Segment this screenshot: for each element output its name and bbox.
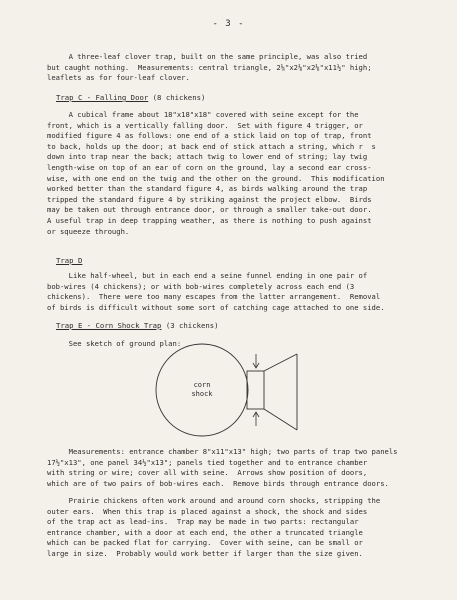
corn-shock-label-line: shock xyxy=(191,390,213,398)
text-line: of birds is difficult without some sort of catching cage attached to one side. xyxy=(47,302,385,312)
text-line: front, which is a vertically falling door. Set with figure 4 trigger, or xyxy=(47,120,363,130)
text-line: to back, holds up the door; at back end of stick attach a string, which r s xyxy=(47,141,376,151)
text-line: A three-leaf clover trap, built on the same principle, was also tried xyxy=(47,52,368,61)
text-line: with string or wire; cover all with seine. Arrows show position of doors, xyxy=(47,468,368,478)
text-line: chickens). There were too many escapes from the latter arrangement. Removal xyxy=(47,292,381,302)
text-line: Prairie chickens often work around and around corn shocks, stripping the xyxy=(47,496,381,505)
trap-c-heading-count: (8 chickens) xyxy=(148,93,206,102)
text-line: or squeeze through. xyxy=(47,226,130,236)
text-line: which can be packed flat for carrying. Cover with seine, can be small or xyxy=(47,538,363,548)
trap-wing-upper xyxy=(264,354,297,371)
text-line: tripped the standard figure 4 by striking against the project elbow. Birds xyxy=(47,194,372,204)
door-arrow-upper xyxy=(253,354,259,368)
trap-e-heading-title: Trap E - Corn Shock Trap xyxy=(56,321,162,330)
text-line: A cubical frame about 18"x18"x18" covered with seine except for the xyxy=(47,110,359,119)
corn-shock-label xyxy=(180,381,224,399)
text-line: Like half-wheel, but in each end a seine funnel ending in one pair of xyxy=(47,271,368,280)
door-arrow-lower xyxy=(253,412,259,426)
trap-c-heading-title: Trap C - Falling Door xyxy=(56,93,149,102)
text-line: bob-wires (4 chickens); or with bob-wires completely across each end (3 xyxy=(47,281,355,291)
trap-e-heading-count: (3 chickens) xyxy=(161,321,219,330)
text-line: but caught nothing. Measurements: central triangle, 2⅛"x2⅛"x2⅛"x11½" high; xyxy=(47,62,372,72)
text-line: Measurements: entrance chamber 8"x11"x13" high; two parts of trap two panels xyxy=(47,447,398,456)
trap-wing-lower xyxy=(264,409,297,430)
text-line: which are of two pairs of bob-wires each. Remove birds through entrance doors. xyxy=(47,478,389,488)
entrance-chamber xyxy=(247,371,264,409)
text-line: outer ears. When this trap is placed against a shock, the shock and sides xyxy=(47,506,368,516)
text-line: leaflets as for four-leaf clover. xyxy=(47,73,190,83)
text-line: length-wise on top of an ear of corn on the ground, lay a second ear cross- xyxy=(47,163,372,172)
text-line: of the trap act as lead-ins. Trap may be made in two parts: rectangular xyxy=(47,517,359,527)
text-line: modified figure 4 as follows: one end of a stick laid on top of trap, front xyxy=(47,131,372,141)
text-line: wise, with one end on the twig and the other on the ground. This modification xyxy=(47,173,385,183)
text-line: entrance chamber, with a door at each end, the other a truncated triangle xyxy=(47,527,363,537)
sketch-intro: See sketch of ground plan: xyxy=(47,339,182,348)
text-line: large in size. Probably would work better if larger than the size given. xyxy=(47,549,363,558)
text-line: down into trap near the back; attach twig to lower end of string; lay twig xyxy=(47,152,368,162)
text-line: 17½"x13", one panel 34½"x13"; panels tied together and to entrance chamber xyxy=(47,457,368,467)
text-line: worked better than the standard figure 4, as birds walking around the trap xyxy=(47,184,368,194)
page-number: - 3 - xyxy=(212,19,245,29)
corn-shock-label-line: corn xyxy=(193,381,211,389)
text-line: may be taken out through entrance door, or through a smaller take-out door. xyxy=(47,205,372,215)
text-line: A useful trap in deep trapping weather, as there is nothing to push against xyxy=(47,216,372,225)
trap-d-heading-title: Trap D xyxy=(56,256,83,265)
